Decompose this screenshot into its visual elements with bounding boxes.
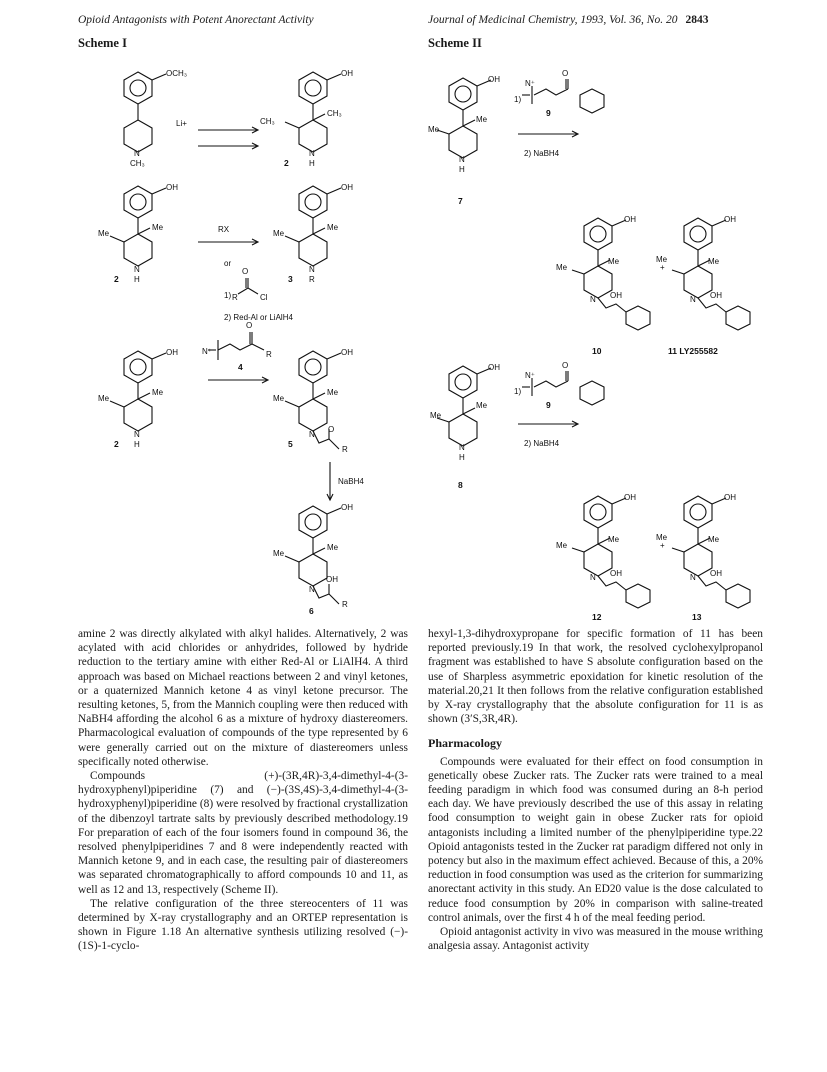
s2-step1-b: 1) [514, 387, 522, 396]
s2-label-nplus-b: N⁺ [525, 371, 535, 380]
label-me-2: Me [98, 229, 110, 238]
label-me-9: Me [327, 543, 339, 552]
left-paragraph-1: amine 2 was directly alkylated with alkyl halides. Alternatively, 2 was acylated with acid chlorides or anhydrides, followed by hydride reduction to the tertiary amine with either Red-Al or LiAlH4. A third approach was based on Michael reactions between 2 and vinyl ketones, or a quaternized Mannich ketone 4 as vinyl ketone precursor. The resulting ketones, 5, from the Mannich coupling were then reduced with NaBH4 affording the alcohol 6 as a mixture of hydroxy diastereomers. Pharmacological evaluation of compounds of the type represented by 6 were generally carried out on the mixture of diastereomers unless specifically noted otherwise. [78, 628, 408, 768]
s2-label-n-12: N [590, 573, 596, 582]
label-oh-3: OH [341, 183, 353, 192]
label-n-b: N [309, 149, 315, 158]
label-me-3: Me [327, 223, 339, 232]
label-oh-2: OH [166, 183, 178, 192]
compound-7: 7 [458, 196, 463, 206]
plus-sign-top: + [660, 263, 665, 272]
scheme-1-diagram [78, 52, 408, 617]
label-me-10: Me [273, 549, 285, 558]
reagent-rx: RX [218, 225, 230, 234]
compound-4: 4 [238, 362, 243, 372]
reagent-nabh4: NaBH4 [338, 477, 364, 486]
s2-label-oh-11: OH [724, 215, 736, 224]
label-me-5: Me [152, 388, 164, 397]
s2-label-oh2-11: OH [710, 291, 722, 300]
label-ch3: CH₃ [130, 159, 145, 168]
compound-3: 3 [288, 274, 293, 284]
label-li: Li+ [176, 119, 187, 128]
s2-label-me-12b: Me [556, 541, 568, 550]
label-n-6: N [309, 585, 315, 594]
s2-label-me-8a: Me [476, 401, 488, 410]
plus-sign-bottom: + [660, 541, 665, 550]
compound-13: 13 [692, 612, 702, 622]
compound-8: 8 [458, 480, 463, 490]
right-paragraph-2: Compounds were evaluated for their effect on food consumption in genetically obese Zucker rats. The Zucker rats were trained to a meal feeding paradigm in which food was consumed during an 8-h period each day. We have previously described the use of this assay in relating food consumption to weight gain in obese Zucker rats for opioid antagonists including a limited number of the phenylpiperidine type.22 Opioid antagonists tested in the Zucker rat paradigm differed not only in potency but also in the maximum effect achieved. Because of this, a 20% reduction in food consumption was used as the criterion for summarizing anorectant activity in this study. An ED20 value is the dose calculated to reduce food consumption by 20% in comparison with saline-treated control animals, over the first 4 h of the meal feeding period. [428, 755, 763, 924]
label-h: H [309, 159, 315, 168]
s2-label-n-8: N [459, 443, 465, 452]
s2-label-me: Me [476, 115, 488, 124]
s2-step2-b: 2) NaBH4 [524, 439, 560, 448]
compound-10: 10 [592, 346, 602, 356]
label-n-2: N [134, 265, 140, 274]
s2-label-me-13b: Me [656, 533, 668, 542]
compound-2-row3: 2 [114, 439, 119, 449]
running-header-left: Opioid Antagonists with Potent Anorectant Activity [78, 14, 314, 26]
label-nplus: N⁺ [202, 347, 212, 356]
label-oh-5: OH [341, 348, 353, 357]
left-paragraph-2: Compounds (+)-(3R,4R)-3,4-dimethyl-4-(3-hydroxyphenyl)piperidine (7) and (−)-(3S,4S)-3,4-dimethyl-4-(3-hydroxyphenyl)piperidine (8) were resolved by fractional crystallization of the dibenzoyl tartrate salts by previously described methodology.19 For preparation of each of the four isomers found in compound 36, the resolved phenylpiperidines 7 and 8 were independently reacted with Mannich ketone 9, and in each case, the resulting pair of diastereomers was separated chromatographically to afford compounds 10 and 11, as well as 12 and 13, respectively (Scheme II). [78, 770, 408, 896]
s2-label-me-10b: Me [556, 263, 568, 272]
s2-label-o-b: O [562, 361, 569, 370]
scheme-2-diagram [428, 52, 763, 622]
label-n-3: N [309, 265, 315, 274]
s2-label-oh2-12: OH [610, 569, 622, 578]
compound-5: 5 [288, 439, 293, 449]
step-2: 2) Red-Al or LiAlH4 [224, 313, 293, 322]
s2-step2: 2) NaBH4 [524, 149, 560, 158]
page-number: 2843 [685, 14, 709, 26]
label-r-4: R [342, 445, 348, 454]
compound-2-row2: 2 [114, 274, 119, 284]
right-paragraph-1: hexyl-1,3-dihydroxypropane for specific formation of 11 has been reported previously.19 In that work, the resolved cyclohexylpropanol fragment was established to have S absolute configuration based on the use of Sharpless asymmetric epoxidation for kinetic resolution of the material.20,21 It then follows from the relative configuration established by X-ray crystallography that the absolute configuration for 11 is as shown (3′S,3R,4R). [428, 628, 763, 726]
label-me-8: Me [273, 394, 285, 403]
s2-step1: 1) [514, 95, 522, 104]
label-oh-4: OH [166, 348, 178, 357]
s2-label-oh2-10: OH [610, 291, 622, 300]
compound-12: 12 [592, 612, 602, 622]
s2-label-oh-13: OH [724, 493, 736, 502]
section-heading-pharmacology: Pharmacology [428, 736, 502, 751]
compound-2: 2 [284, 158, 289, 168]
s2-label-oh-12: OH [624, 493, 636, 502]
s2-label-n-11: N [690, 295, 696, 304]
label-me-4: Me [273, 229, 285, 238]
s2-label-n-10: N [590, 295, 596, 304]
s2-label-me-12a: Me [608, 535, 620, 544]
label-oh-7: OH [326, 575, 338, 584]
s2-label-me-8b: Me [430, 411, 442, 420]
label-och3: OCH₃ [166, 69, 188, 78]
s2-label-nplus: N⁺ [525, 79, 535, 88]
left-text-column [78, 627, 408, 954]
label-cl: Cl [260, 293, 268, 302]
label-me-7: Me [327, 388, 339, 397]
label-n: N [134, 149, 140, 158]
label-ch3-c: CH₃ [260, 117, 275, 126]
s2-label-o: O [562, 69, 569, 78]
label-r: R [232, 293, 238, 302]
label-r-5: R [342, 600, 348, 609]
compound-11: 11 LY255582 [668, 346, 718, 356]
label-me: Me [152, 223, 164, 232]
label-ch3-b: CH₃ [327, 109, 342, 118]
s2-label-n-13: N [690, 573, 696, 582]
s2-label-oh-10: OH [624, 215, 636, 224]
label-o-2: O [246, 321, 253, 330]
running-header-right [428, 14, 708, 26]
label-r-2: R [309, 275, 315, 284]
scheme-2-title: Scheme II [428, 36, 482, 50]
label-oh-6: OH [341, 503, 353, 512]
label-o: O [242, 267, 249, 276]
s2-label-oh2-13: OH [710, 569, 722, 578]
label-me-6: Me [98, 394, 110, 403]
s2-label-h-8: H [459, 453, 465, 462]
s2-label-n: N [459, 155, 465, 164]
s2-label-oh-8: OH [488, 363, 500, 372]
label-h-3: H [134, 440, 140, 449]
label-r-3: R [266, 350, 272, 359]
s2-label-oh: OH [488, 75, 500, 84]
compound-6: 6 [309, 606, 314, 616]
s2-label-me-11b: Me [656, 255, 668, 264]
s2-label-me-10a: Me [608, 257, 620, 266]
right-text-column [428, 627, 763, 953]
s2-label-me-11a: Me [708, 257, 720, 266]
label-oh: OH [341, 69, 353, 78]
s2-label-h: H [459, 165, 465, 174]
s2-label-me-13a: Me [708, 535, 720, 544]
scheme-1-title: Scheme I [78, 36, 127, 50]
step-1: 1) [224, 291, 232, 300]
journal-citation: Journal of Medicinal Chemistry, 1993, Vol. 36, No. 20 [428, 14, 678, 26]
label-o-3: O [328, 425, 335, 434]
compound-9-bottom: 9 [546, 400, 551, 410]
compound-9-top: 9 [546, 108, 551, 118]
label-h-2: H [134, 275, 140, 284]
label-n-4: N [134, 430, 140, 439]
label-n-5: N [309, 430, 315, 439]
s2-label-me-2: Me [428, 125, 440, 134]
label-or: or [224, 259, 232, 268]
right-paragraph-3: Opioid antagonist activity in vivo was measured in the mouse writhing analgesia assay. Antagonist activity [428, 926, 763, 953]
left-paragraph-3: The relative configuration of the three stereocenters of 11 was determined by X-ray crystallography and an ORTEP representation is shown in Figure 1.18 An alternative synthesis utilizing resolved (−)-(1S)-1-cyclo- [78, 897, 408, 953]
